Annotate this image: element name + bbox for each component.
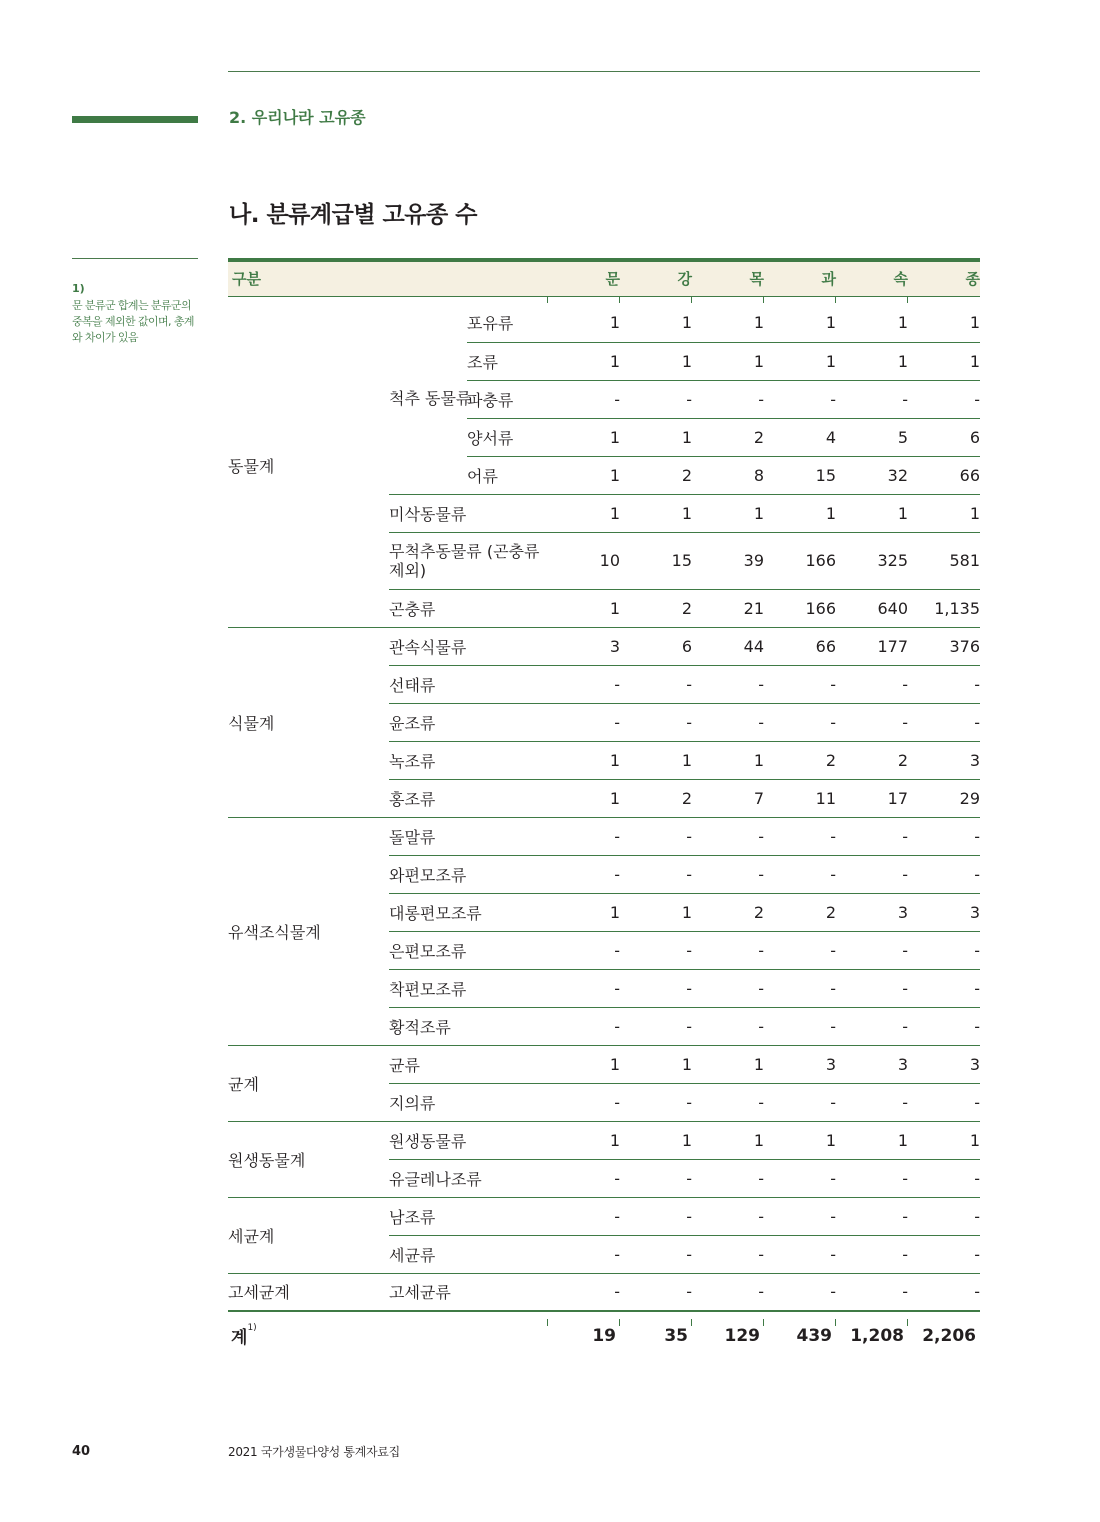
- cell-value: 1: [620, 304, 692, 342]
- cell-value: -: [908, 1159, 980, 1197]
- total-value: 129: [724, 1325, 760, 1346]
- row-label: 곤충류: [389, 589, 548, 627]
- cell-value: 66: [764, 627, 836, 665]
- cell-value: 166: [764, 532, 836, 589]
- cell-value: -: [692, 855, 764, 893]
- cell-value: -: [908, 817, 980, 855]
- cell-value: 6: [908, 418, 980, 456]
- cell-value: 1: [620, 1121, 692, 1159]
- cell-value: 32: [836, 456, 908, 494]
- cell-value: 1: [548, 1121, 620, 1159]
- top-rule: [228, 71, 980, 72]
- cell-value: 10: [548, 532, 620, 589]
- cell-value: 177: [836, 627, 908, 665]
- cell-value: 7: [692, 779, 764, 817]
- cell-value: -: [908, 703, 980, 741]
- cell-value: 1: [548, 779, 620, 817]
- cell-value: -: [836, 703, 908, 741]
- cell-value: 2: [692, 418, 764, 456]
- table-row: [228, 1121, 980, 1159]
- cell-value: 1: [548, 418, 620, 456]
- header-species: 종: [965, 270, 980, 289]
- cell-value: 1: [764, 1121, 836, 1159]
- total-label: 계$^{1)}$: [231, 1323, 257, 1348]
- cell-value: 1: [620, 893, 692, 931]
- cell-value: -: [836, 665, 908, 703]
- table-row: [228, 1197, 980, 1235]
- cell-value: -: [836, 969, 908, 1007]
- column-tick: [763, 1319, 764, 1326]
- column-tick: [691, 296, 692, 303]
- row-label: 어류: [467, 456, 548, 494]
- row-label: 지의류: [389, 1083, 548, 1121]
- cell-value: 376: [908, 627, 980, 665]
- row-label: 조류: [467, 342, 548, 380]
- cell-value: 1: [836, 342, 908, 380]
- cell-value: 21: [692, 589, 764, 627]
- cell-value: 66: [908, 456, 980, 494]
- row-label: 와편모조류: [389, 855, 548, 893]
- cell-value: -: [548, 1007, 620, 1045]
- footnote-marker: 1): [72, 282, 85, 295]
- cell-value: -: [620, 665, 692, 703]
- cell-value: 44: [692, 627, 764, 665]
- row-label: 착편모조류: [389, 969, 548, 1007]
- cell-value: 15: [764, 456, 836, 494]
- header-family: 과: [821, 270, 836, 289]
- cell-value: -: [692, 1197, 764, 1235]
- cell-value: 1: [692, 741, 764, 779]
- table-row: [228, 1273, 980, 1311]
- cell-value: 1: [908, 494, 980, 532]
- cell-value: 3: [836, 1045, 908, 1083]
- cell-value: -: [620, 1083, 692, 1121]
- cell-value: 5: [836, 418, 908, 456]
- row-label: 파충류: [467, 380, 548, 418]
- cell-value: -: [836, 1007, 908, 1045]
- section-marker-bar: [72, 116, 198, 123]
- column-tick: [835, 296, 836, 303]
- cell-value: 3: [908, 1045, 980, 1083]
- cell-value: 1: [692, 1045, 764, 1083]
- cell-value: -: [548, 1197, 620, 1235]
- row-label: 유글레나조류: [389, 1159, 548, 1197]
- cell-value: -: [692, 665, 764, 703]
- cell-value: 1: [548, 1045, 620, 1083]
- cell-value: 2: [620, 456, 692, 494]
- column-tick: [763, 296, 764, 303]
- cell-value: 1: [548, 893, 620, 931]
- cell-value: 8: [692, 456, 764, 494]
- footnote-rule: [72, 258, 198, 259]
- header-order: 목: [749, 270, 764, 289]
- cell-value: 581: [908, 532, 980, 589]
- cell-value: 1,135: [908, 589, 980, 627]
- cell-value: -: [692, 1273, 764, 1311]
- header-phylum: 문: [605, 270, 620, 289]
- total-value: 19: [592, 1325, 616, 1346]
- cell-value: -: [548, 1235, 620, 1273]
- cell-value: 2: [764, 893, 836, 931]
- cell-value: 4: [764, 418, 836, 456]
- total-value: 2,206: [922, 1325, 976, 1346]
- cell-value: -: [692, 380, 764, 418]
- cell-value: -: [836, 380, 908, 418]
- cell-value: -: [692, 1235, 764, 1273]
- group-label: 균계: [228, 1045, 389, 1121]
- cell-value: -: [836, 1197, 908, 1235]
- row-label: 황적조류: [389, 1007, 548, 1045]
- cell-value: -: [548, 380, 620, 418]
- total-value: 439: [796, 1325, 832, 1346]
- cell-value: -: [692, 1083, 764, 1121]
- cell-value: 2: [620, 779, 692, 817]
- table-row: [228, 817, 980, 855]
- cell-value: -: [764, 1083, 836, 1121]
- row-label: 남조류: [389, 1197, 548, 1235]
- cell-value: 1: [548, 494, 620, 532]
- cell-value: -: [548, 1083, 620, 1121]
- cell-value: 1: [620, 418, 692, 456]
- footer-title: 2021 국가생물다양성 통계자료집: [228, 1445, 400, 1459]
- cell-value: -: [548, 931, 620, 969]
- row-label: 원생동물류: [389, 1121, 548, 1159]
- cell-value: -: [764, 969, 836, 1007]
- cell-value: -: [548, 855, 620, 893]
- cell-value: 3: [836, 893, 908, 931]
- cell-value: 1: [620, 494, 692, 532]
- cell-value: -: [908, 1273, 980, 1311]
- cell-value: -: [764, 931, 836, 969]
- cell-value: -: [692, 1007, 764, 1045]
- cell-value: 1: [764, 304, 836, 342]
- cell-value: 1: [692, 342, 764, 380]
- cell-value: 2: [764, 741, 836, 779]
- cell-value: 1: [548, 589, 620, 627]
- group-label: 고세균계: [228, 1273, 389, 1311]
- cell-value: -: [764, 703, 836, 741]
- row-label: 대롱편모조류: [389, 893, 548, 931]
- cell-value: -: [836, 817, 908, 855]
- cell-value: 1: [548, 304, 620, 342]
- row-label: 양서류: [467, 418, 548, 456]
- cell-value: 1: [908, 342, 980, 380]
- group-label: 식물계: [228, 627, 389, 817]
- page-title: 나. 분류계급별 고유종 수: [229, 202, 477, 228]
- column-tick: [547, 1319, 548, 1326]
- cell-value: -: [620, 1159, 692, 1197]
- cell-value: -: [764, 1235, 836, 1273]
- cell-value: -: [764, 1007, 836, 1045]
- row-label: 윤조류: [389, 703, 548, 741]
- footnote-ref: 1): [247, 1323, 257, 1333]
- cell-value: -: [908, 380, 980, 418]
- cell-value: 325: [836, 532, 908, 589]
- row-label: 미삭동물류: [389, 494, 548, 532]
- cell-value: -: [692, 1159, 764, 1197]
- row-label: 세균류: [389, 1235, 548, 1273]
- page-number: 40: [72, 1444, 91, 1459]
- footnote-text: 문 분류군 합계는 분류군의 중복을 제외한 값이며, 총계와 차이가 있음: [72, 299, 194, 344]
- table-row: [228, 627, 980, 665]
- cell-value: -: [548, 703, 620, 741]
- cell-value: -: [548, 817, 620, 855]
- cell-value: -: [908, 1007, 980, 1045]
- cell-value: -: [692, 817, 764, 855]
- column-tick: [835, 1319, 836, 1326]
- cell-value: 1: [908, 304, 980, 342]
- cell-value: -: [620, 1197, 692, 1235]
- row-label: 돌말류: [389, 817, 548, 855]
- table-row: [228, 1045, 980, 1083]
- cell-value: -: [692, 931, 764, 969]
- row-label: 홍조류: [389, 779, 548, 817]
- cell-value: 640: [836, 589, 908, 627]
- cell-value: -: [620, 817, 692, 855]
- cell-value: -: [620, 380, 692, 418]
- cell-value: -: [764, 380, 836, 418]
- total-value: 35: [664, 1325, 688, 1346]
- cell-value: -: [620, 1273, 692, 1311]
- cell-value: 1: [692, 1121, 764, 1159]
- cell-value: 15: [620, 532, 692, 589]
- cell-value: 1: [548, 741, 620, 779]
- cell-value: -: [620, 1235, 692, 1273]
- cell-value: -: [620, 969, 692, 1007]
- cell-value: -: [620, 703, 692, 741]
- cell-value: -: [908, 931, 980, 969]
- table-row: [228, 304, 980, 342]
- cell-value: -: [548, 665, 620, 703]
- cell-value: 1: [620, 1045, 692, 1083]
- header-class: 강: [677, 270, 692, 289]
- cell-value: -: [836, 1235, 908, 1273]
- cell-value: 1: [548, 456, 620, 494]
- group-label: 세균계: [228, 1197, 389, 1273]
- cell-value: 1: [836, 304, 908, 342]
- total-value: 1,208: [850, 1325, 904, 1346]
- row-label: 관속식물류: [389, 627, 548, 665]
- cell-value: 166: [764, 589, 836, 627]
- cell-value: 1: [836, 1121, 908, 1159]
- header-genus: 속: [893, 270, 908, 289]
- cell-value: -: [548, 1273, 620, 1311]
- cell-value: 1: [764, 342, 836, 380]
- subgroup-label: 척추 동물류: [389, 304, 467, 494]
- table-header-row: [228, 260, 980, 296]
- cell-value: 2: [692, 893, 764, 931]
- cell-value: 1: [548, 342, 620, 380]
- header-category: 구분: [232, 270, 261, 289]
- row-label: 선태류: [389, 665, 548, 703]
- cell-value: -: [908, 969, 980, 1007]
- cell-value: -: [764, 1273, 836, 1311]
- cell-value: 1: [692, 494, 764, 532]
- cell-value: 6: [620, 627, 692, 665]
- section-label: 2. 우리나라 고유종: [229, 108, 366, 127]
- cell-value: 1: [620, 741, 692, 779]
- cell-value: 11: [764, 779, 836, 817]
- column-tick: [547, 296, 548, 303]
- cell-value: -: [620, 1007, 692, 1045]
- cell-value: 3: [908, 741, 980, 779]
- cell-value: 29: [908, 779, 980, 817]
- cell-value: 3: [908, 893, 980, 931]
- row-label: 균류: [389, 1045, 548, 1083]
- cell-value: -: [908, 855, 980, 893]
- row-label: 포유류: [467, 304, 548, 342]
- cell-value: -: [764, 665, 836, 703]
- cell-value: -: [548, 1159, 620, 1197]
- cell-value: -: [620, 931, 692, 969]
- cell-value: -: [908, 1235, 980, 1273]
- row-label: 녹조류: [389, 741, 548, 779]
- cell-value: -: [548, 969, 620, 1007]
- cell-value: 1: [620, 342, 692, 380]
- cell-value: -: [836, 931, 908, 969]
- cell-value: -: [908, 665, 980, 703]
- row-label: 은편모조류: [389, 931, 548, 969]
- cell-value: -: [764, 855, 836, 893]
- column-tick: [907, 296, 908, 303]
- group-label: 유색조식물계: [228, 817, 389, 1045]
- cell-value: -: [836, 1273, 908, 1311]
- cell-value: 3: [764, 1045, 836, 1083]
- cell-value: 1: [908, 1121, 980, 1159]
- row-label: 고세균류: [389, 1273, 548, 1311]
- cell-value: -: [620, 855, 692, 893]
- cell-value: -: [836, 1159, 908, 1197]
- cell-value: -: [836, 855, 908, 893]
- row-label: 무척추동물류 (곤충류 제외): [389, 532, 548, 589]
- cell-value: -: [764, 1159, 836, 1197]
- total-row: [228, 1323, 980, 1348]
- group-label: 동물계: [228, 304, 389, 627]
- cell-value: -: [836, 1083, 908, 1121]
- cell-value: -: [908, 1197, 980, 1235]
- cell-value: 39: [692, 532, 764, 589]
- column-tick: [691, 1319, 692, 1326]
- cell-value: -: [692, 703, 764, 741]
- cell-value: 2: [620, 589, 692, 627]
- column-tick: [619, 296, 620, 303]
- group-label: 원생동물계: [228, 1121, 389, 1197]
- cell-value: 1: [692, 304, 764, 342]
- cell-value: -: [908, 1083, 980, 1121]
- cell-value: 1: [836, 494, 908, 532]
- cell-value: 17: [836, 779, 908, 817]
- column-tick: [619, 1319, 620, 1326]
- cell-value: 3: [548, 627, 620, 665]
- cell-value: -: [764, 1197, 836, 1235]
- cell-value: -: [764, 817, 836, 855]
- cell-value: 1: [764, 494, 836, 532]
- cell-value: -: [692, 969, 764, 1007]
- column-tick: [907, 1319, 908, 1326]
- endemic-species-table: [228, 258, 980, 1348]
- cell-value: 2: [836, 741, 908, 779]
